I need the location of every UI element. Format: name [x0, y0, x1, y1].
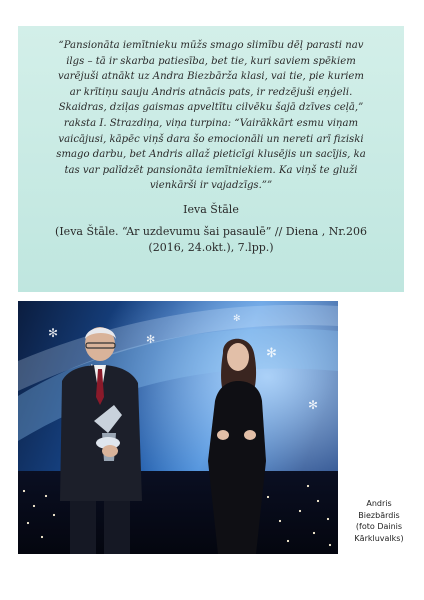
quote-line: “Pansionāta iemītnieku mūžs smago slimību dēļ parasti nav	[58, 40, 364, 51]
quote-line: varējuši atnākt uz Andra Biezbārža klasi, vai tie, pie kuriem	[58, 71, 364, 83]
caption-line: Kārkluvalks)	[354, 533, 404, 543]
quote-line: Skaidras, dziļas gaismas apveltītu cilvēku šajā dzīves ceļā,”	[58, 102, 364, 114]
caption-line: Andris	[366, 499, 392, 508]
quote-line: tas var palīdzēt pansionāta iemītniekiem. Ka viņš te gluži	[64, 164, 358, 176]
quote-line: raksta I. Strazdiņa, viņa turpina: “Vairākkārt esmu viņam	[63, 117, 359, 129]
quote-box	[18, 26, 404, 292]
quote-line: ilgs – tā ir skarba patiesība, bet tie, kuri saviem spēkiem	[66, 55, 356, 67]
svg-text:✻: ✻	[146, 333, 156, 346]
svg-text:✻: ✻	[266, 346, 277, 361]
svg-text:✻: ✻	[48, 326, 59, 340]
svg-text:✻: ✻	[233, 314, 241, 324]
quote-line: vienkārši ir vajadzīgs.””	[149, 180, 273, 192]
quote-line: smago darbu, bet Andris allaž pieticīgi klusējis un sacījis, ka	[56, 149, 366, 161]
quote-author: Ieva Štāle	[183, 202, 239, 216]
svg-text:✻: ✻	[308, 398, 319, 412]
photo-caption	[346, 498, 412, 544]
caption-line: Biezbārdis	[358, 510, 400, 520]
quote-text	[28, 38, 394, 194]
award-photo-image	[18, 301, 338, 554]
quote-source: (Ieva Štāle. “Ar uzdevumu šai pasaulē” // Diena , Nr.206 (2016, 24.okt.), 7.lpp.)	[55, 224, 367, 254]
caption-line: (foto Dainis	[355, 522, 403, 531]
quote-line: ar krītiņu sauju Andris atnācis pats, ir redzējuši eņģeli.	[69, 86, 353, 98]
award-photo	[18, 301, 338, 554]
quote-line: vaicājusi, kāpēc viņš dara šo emocionāli un nereti arī fiziski	[58, 133, 364, 145]
